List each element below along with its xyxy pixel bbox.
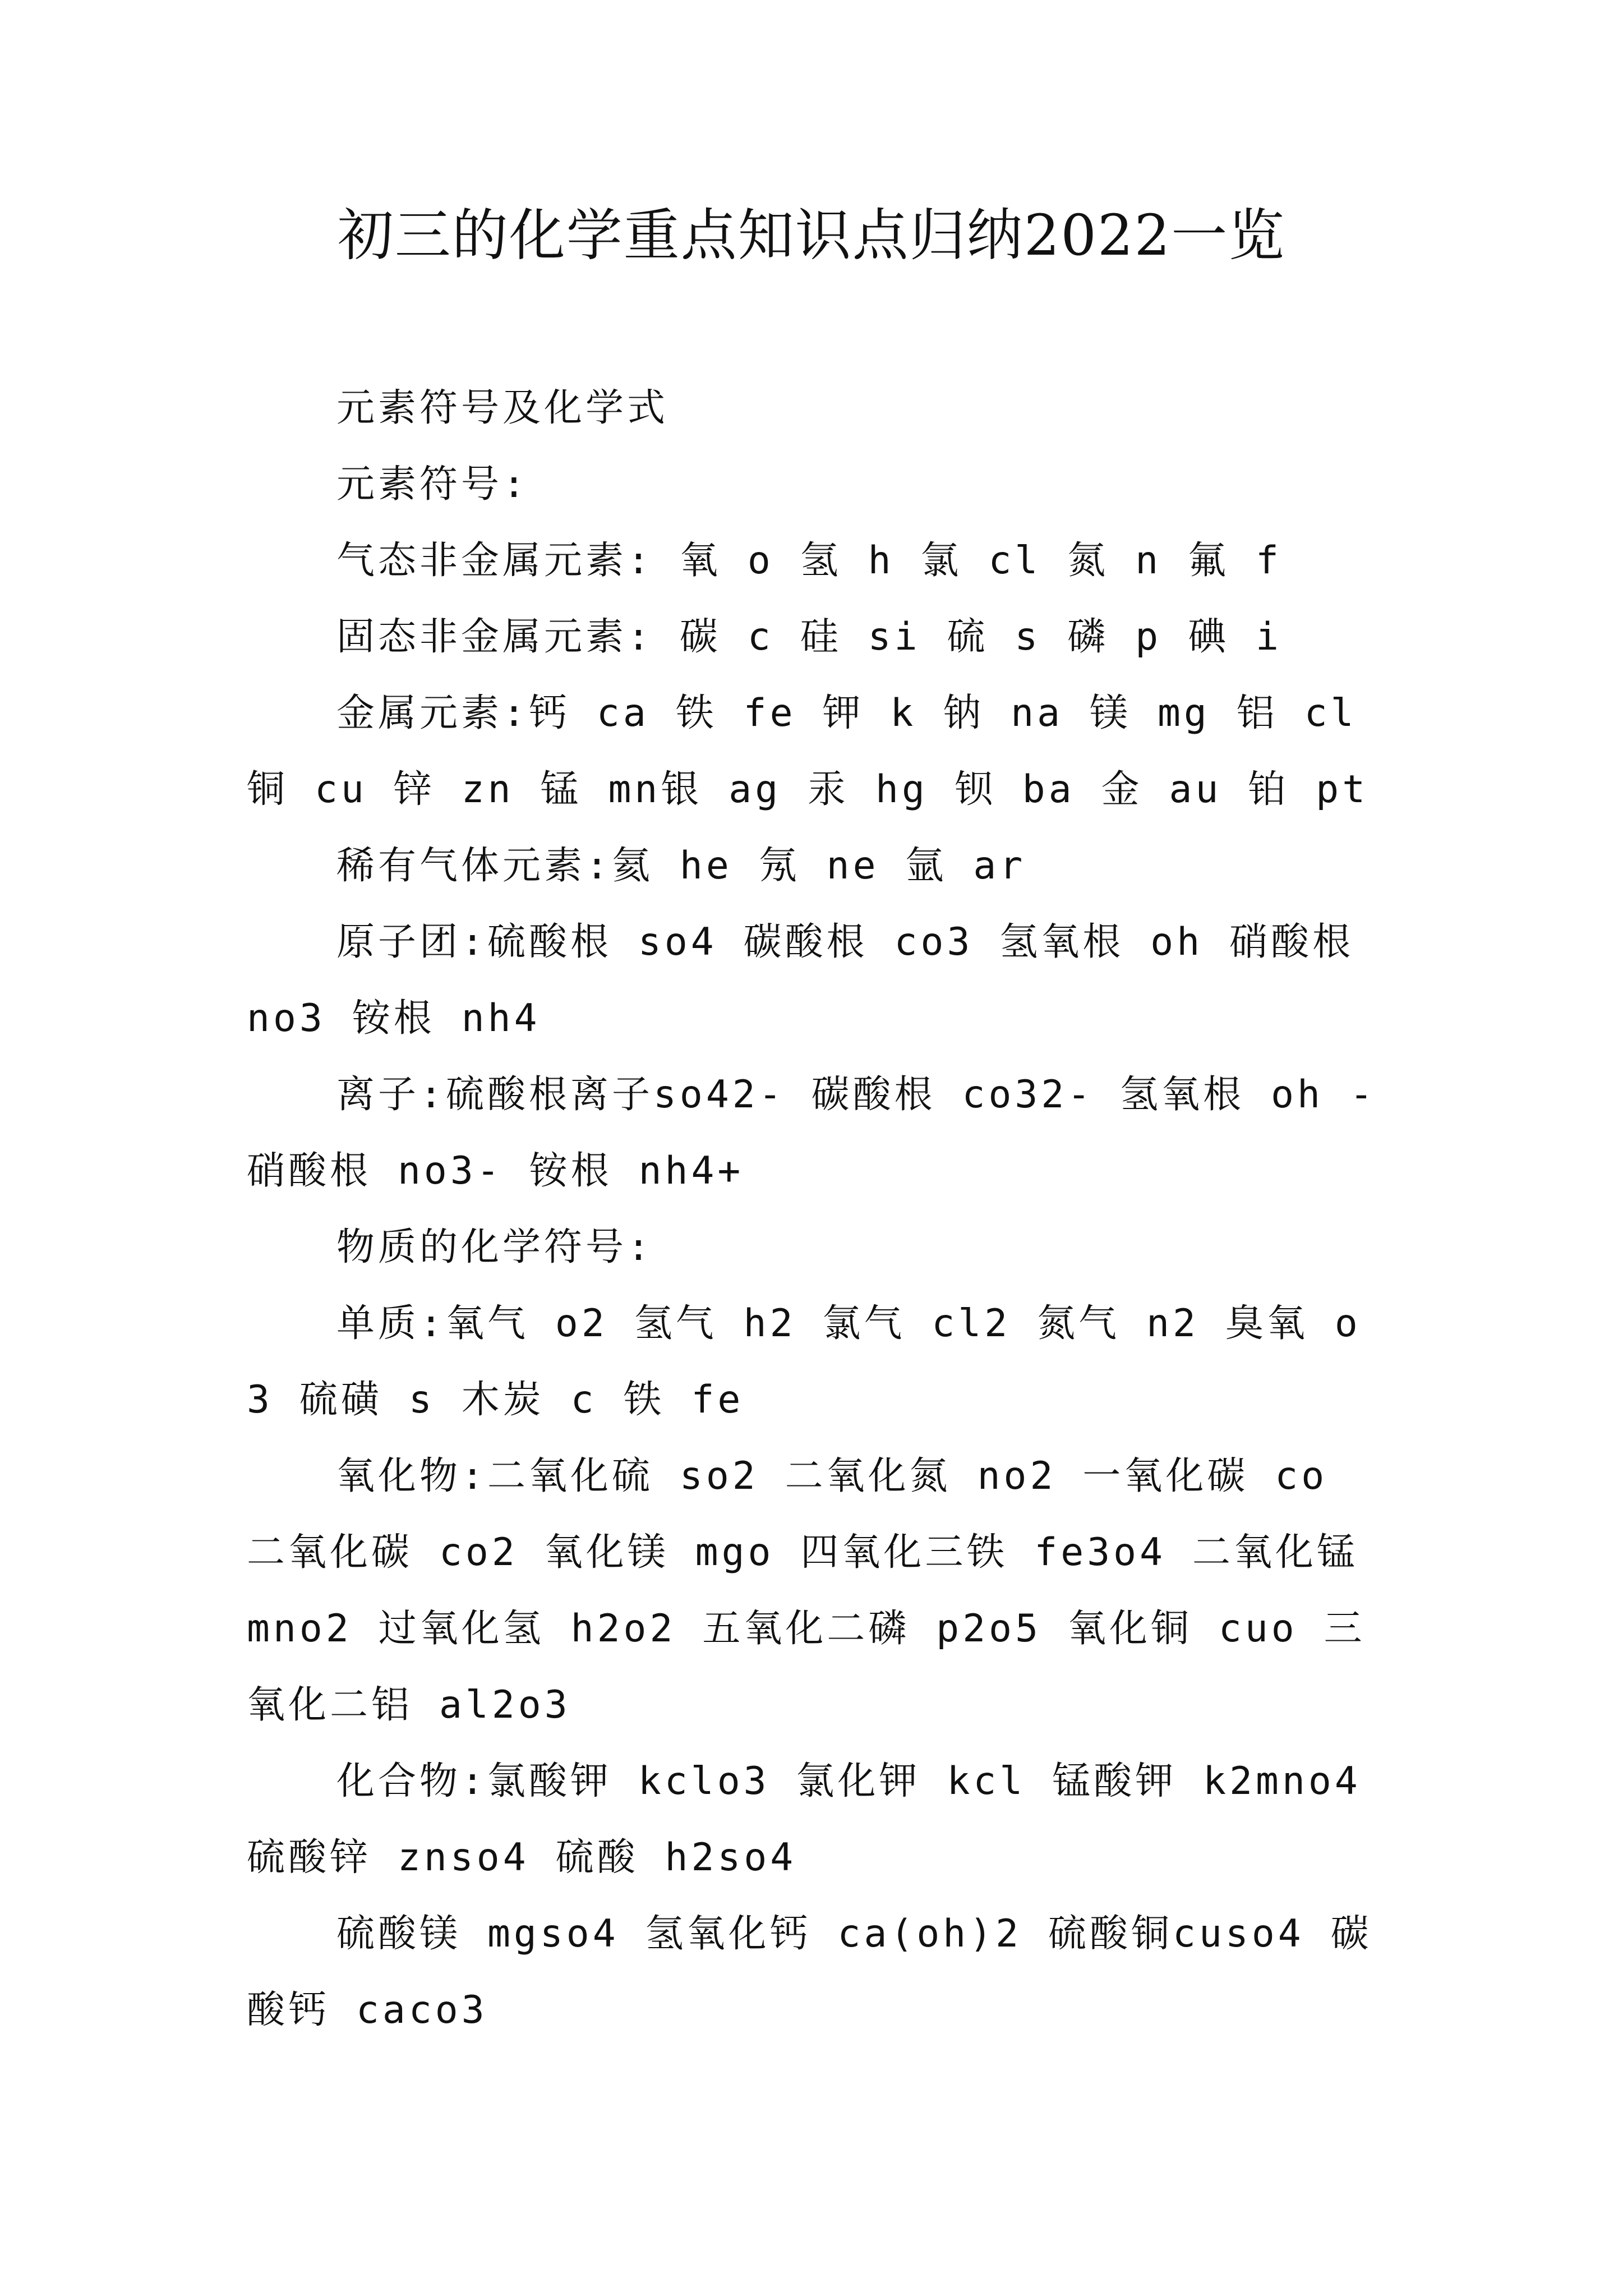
paragraph-radicals: 原子团:硫酸根 so4 碳酸根 co3 氢氧根 oh 硝酸根 no3 铵根 nh4 (247, 920, 1354, 1041)
paragraph-oxides: 氧化物:二氧化硫 so2 二氧化氮 no2 一氧化碳 co 二氧化碳 co2 氧化镁 mgo 四氧化三铁 fe3o4 二氧化锰 mno2 过氧化氢 h2o2 五氧化二磷 p2o5 氧化铜 cuo 三氧化二铝 al2o3 (247, 1454, 1366, 1727)
paragraph-ions: 离子:硫酸根离子so42- 碳酸根 co32- 氢氧根 oh - 硝酸根 no3- 铵根 nh4+ (247, 1073, 1376, 1193)
paragraph-compounds-1: 化合物:氯酸钾 kclo3 氯化钾 kcl 锰酸钾 k2mno4 硫酸锌 znso4 硫酸 h2so4 (247, 1759, 1361, 1880)
paragraph-gaseous-nonmetals: 气态非金属元素: 氧 o 氢 h 氯 cl 氮 n 氟 f (336, 539, 1282, 583)
paragraph-solid-nonmetals: 固态非金属元素: 碳 c 硅 si 硫 s 磷 p 碘 i (336, 615, 1282, 659)
paragraph-section-heading: 元素符号及化学式 (336, 386, 669, 430)
paragraph-elements-substances: 单质:氧气 o2 氢气 h2 氯气 cl2 氮气 n2 臭氧 o3 硫磺 s 木炭 c 铁 fe (247, 1301, 1361, 1422)
paragraph-element-symbols-heading: 元素符号: (336, 462, 529, 507)
paragraph-substance-symbols-heading: 物质的化学符号: (336, 1225, 653, 1269)
paragraph-compounds-2: 硫酸镁 mgso4 氢氧化钙 ca(oh)2 硫酸铜cuso4 碳酸钙 caco3 (247, 1912, 1372, 2032)
paragraph-metals: 金属元素:钙 ca 铁 fe 钾 k 钠 na 镁 mg 铝 cl 铜 cu 锌 zn 锰 mn银 ag 汞 hg 钡 ba 金 au 铂 pt (247, 691, 1369, 812)
paragraph-noble-gases: 稀有气体元素:氦 he 氖 ne 氩 ar (336, 844, 1026, 888)
document-body (247, 370, 1385, 2049)
page-title: 初三的化学重点知识点归纳2022一览 (337, 203, 1286, 268)
